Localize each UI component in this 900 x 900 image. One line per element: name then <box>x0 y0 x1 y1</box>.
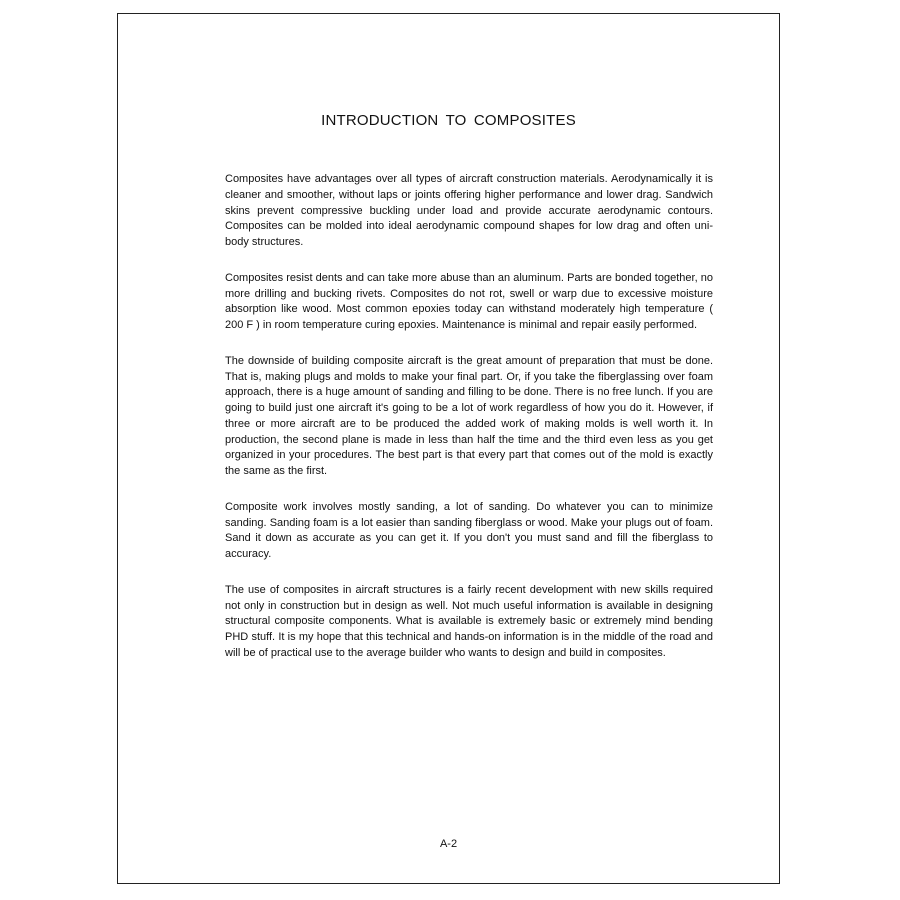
page-frame <box>117 13 780 884</box>
paragraph-design-info: The use of composites in aircraft structures is a fairly recent development with new skills required not only in construction but in design as well. Not much useful information is available in designing structural composite components. What is available is extremely basic or extremely mind bending PHD stuff. It is my hope that this technical and hands-on information is in the middle of the road and will be of practical use to the average builder who wants to design and build in composites. <box>225 583 713 659</box>
body-text <box>225 172 713 682</box>
page-title: INTRODUCTION TO COMPOSITES <box>321 112 576 129</box>
paragraph-advantages: Composites have advantages over all types of aircraft construction materials. Aerodynamically it is cleaner and smoother, without laps or joints offering higher performance and lower drag. Sandwich skins prevent compressive buckling under load and provide accurate aerodynamic contours. Composites can be molded into ideal aerodynamic compound shapes for low drag and often uni-body structures. <box>225 173 713 248</box>
paragraph-sanding: Composite work involves mostly sanding, a lot of sanding. Do whatever you can to minimize sanding. Sanding foam is a lot easier than sanding fiberglass or wood. Make your plugs out of foam. Sand it down as accurate as you can get it. If you don't you must sand and fill the fiberglass to accuracy. <box>225 500 713 560</box>
page-number: A-2 <box>439 838 458 850</box>
paragraph-durability: Composites resist dents and can take more abuse than an aluminum. Parts are bonded together, no more drilling and bucking rivets. Composites do not rot, swell or warp due to excessive moisture absorption like wood. Most common epoxies today can withstand moderately high temperature ( 200 F ) in room temperature curing epoxies. Maintenance is minimal and repair easily performed. <box>225 271 713 331</box>
paragraph-downside: The downside of building composite aircraft is the great amount of preparation that must be done. That is, making plugs and molds to make your final part. Or, if you take the fiberglassing over foam approach, there is a huge amount of sanding and filling to be done. There is no free lunch. If you are going to build just one aircraft it's going to be a lot of work regardless of how you do it. However, if three or more aircraft are to be produced the added work of making molds is well worth it. In production, the second plane is made in less than half the time and the third even less as you get organized in your procedures. The best part is that every part that comes out of the mold is exactly the same as the first. <box>225 354 713 477</box>
